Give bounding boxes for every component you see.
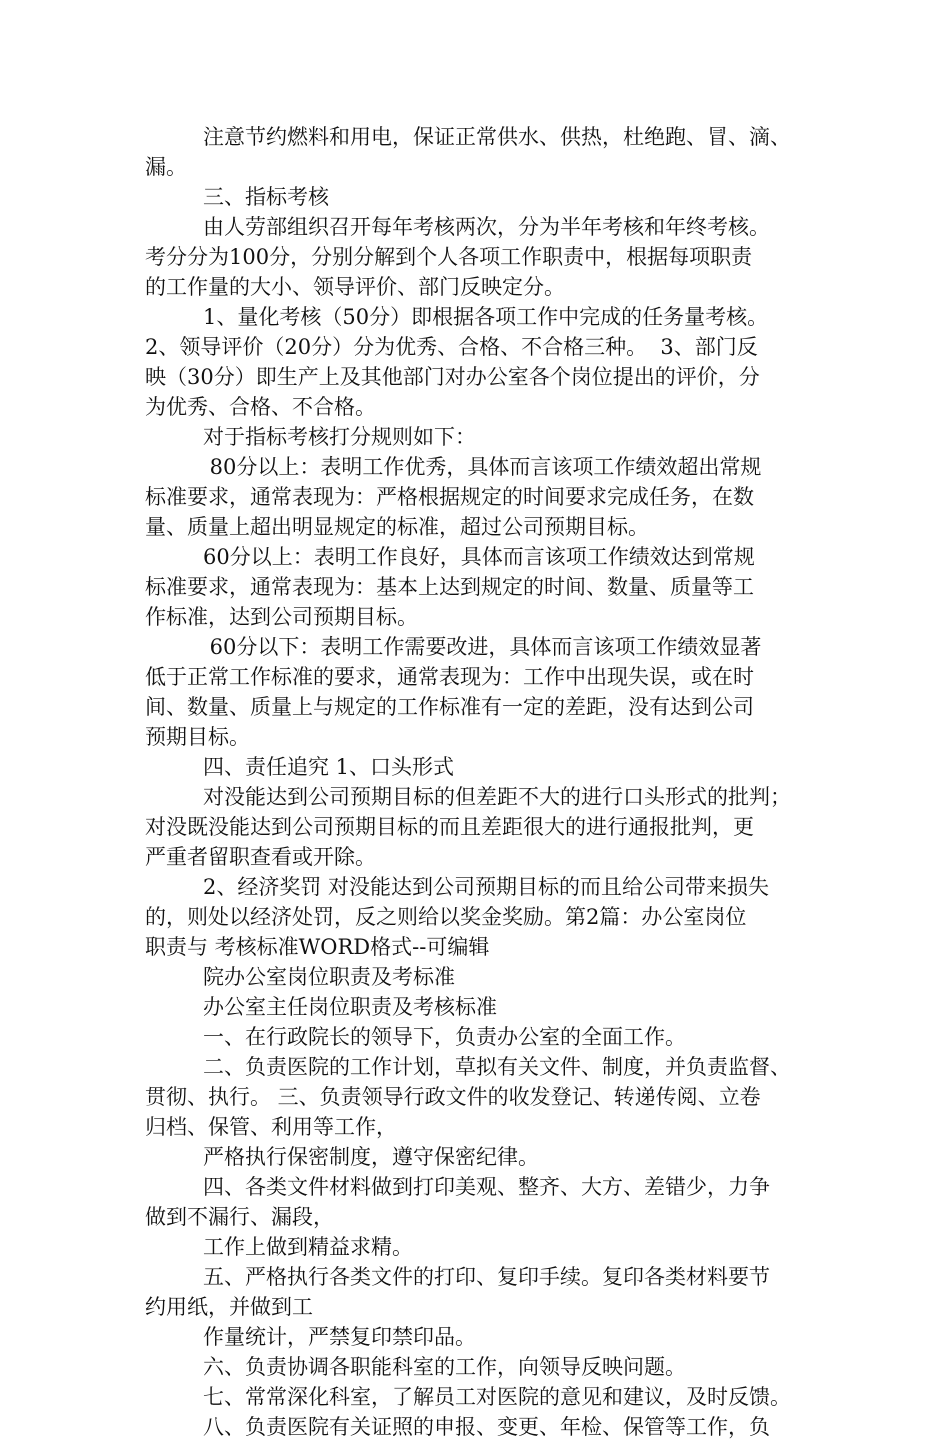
text-line: 严重者留职查看或开除。 xyxy=(145,845,376,869)
text-line: 严格执行保密制度，遵守保密纪律。 xyxy=(203,1145,539,1169)
text-line: 的，则处以经济处罚，反之则给以奖金奖励。第2篇：办公室岗位 xyxy=(145,905,747,929)
text-line: 四、各类文件材料做到打印美观、整齐、大方、差错少，力争 xyxy=(203,1175,770,1199)
text-line: 四、责任追究 1、口头形式 xyxy=(203,755,455,779)
text-line: 对没能达到公司预期目标的但差距不大的进行口头形式的批判； xyxy=(203,785,791,809)
text-line: 院办公室岗位职责及考标准 xyxy=(203,965,455,989)
text-line: 做到不漏行、漏段， xyxy=(145,1205,334,1229)
text-line: 作量统计，严禁复印禁印品。 xyxy=(203,1325,476,1349)
text-line: 的工作量的大小、领导评价、部门反映定分。 xyxy=(145,275,565,299)
text-line: 预期目标。 xyxy=(145,725,250,749)
text-line: 量、质量上超出明显规定的标准，超过公司预期目标。 xyxy=(145,515,649,539)
text-line: 作标准，达到公司预期目标。 xyxy=(145,605,418,629)
text-line: 60分以下：表明工作需要改进，具体而言该项工作绩效显著 xyxy=(203,635,762,659)
text-line: 八、负责医院有关证照的申报、变更、年检、保管等工作，负 xyxy=(203,1415,770,1439)
text-line: 二、负责医院的工作计划，草拟有关文件、制度，并负责监督、 xyxy=(203,1055,791,1079)
text-line: 映（30分）即生产上及其他部门对办公室各个岗位提出的评价，分 xyxy=(145,365,760,389)
text-line: 由人劳部组织召开每年考核两次，分为半年考核和年终考核。 xyxy=(203,215,770,239)
text-line: 漏。 xyxy=(145,155,187,179)
text-line: 注意节约燃料和用电，保证正常供水、供热，杜绝跑、冒、滴、 xyxy=(203,125,791,149)
text-line: 五、严格执行各类文件的打印、复印手续。复印各类材料要节 xyxy=(203,1265,770,1289)
text-line: 2、领导评价（20分）分为优秀、合格、不合格三种。 3、部门反 xyxy=(145,335,758,359)
text-line: 低于正常工作标准的要求，通常表现为：工作中出现失误，或在时 xyxy=(145,665,754,689)
text-line: 七、常常深化科室，了解员工对医院的意见和建议，及时反馈。 xyxy=(203,1385,791,1409)
text-line: 为优秀、合格、不合格。 xyxy=(145,395,376,419)
text-line: 六、负责协调各职能科室的工作，向领导反映问题。 xyxy=(203,1355,686,1379)
text-line: 职责与 考核标准WORD格式--可编辑 xyxy=(145,935,490,959)
text-line: 标准要求，通常表现为：严格根据规定的时间要求完成任务，在数 xyxy=(145,485,754,509)
text-line: 标准要求，通常表现为：基本上达到规定的时间、数量、质量等工 xyxy=(145,575,754,599)
text-line: 对于指标考核打分规则如下： xyxy=(203,425,476,449)
text-line: 60分以上：表明工作良好，具体而言该项工作绩效达到常规 xyxy=(203,545,755,569)
text-line: 约用纸，并做到工 xyxy=(145,1295,313,1319)
text-line: 贯彻、执行。 三、负责领导行政文件的收发登记、转递传阅、立卷 xyxy=(145,1085,761,1109)
text-line: 三、指标考核 xyxy=(203,185,329,209)
text-line: 对没既没能达到公司预期目标的而且差距很大的进行通报批判，更 xyxy=(145,815,754,839)
text-line: 考分分为100分，分别分解到个人各项工作职责中，根据每项职责 xyxy=(145,245,753,269)
text-line: 1、量化考核（50分）即根据各项工作中完成的任务量考核。 xyxy=(203,305,769,329)
text-line: 80分以上：表明工作优秀，具体而言该项工作绩效超出常规 xyxy=(203,455,762,479)
text-line: 办公室主任岗位职责及考核标准 xyxy=(203,995,497,1019)
text-line: 工作上做到精益求精。 xyxy=(203,1235,413,1259)
text-line: 间、数量、质量上与规定的工作标准有一定的差距，没有达到公司 xyxy=(145,695,754,719)
text-line: 2、经济奖罚 对没能达到公司预期目标的而且给公司带来损失 xyxy=(203,875,770,899)
text-line: 归档、保管、利用等工作， xyxy=(145,1115,397,1139)
document-body xyxy=(145,122,835,1442)
text-line: 一、在行政院长的领导下，负责办公室的全面工作。 xyxy=(203,1025,686,1049)
